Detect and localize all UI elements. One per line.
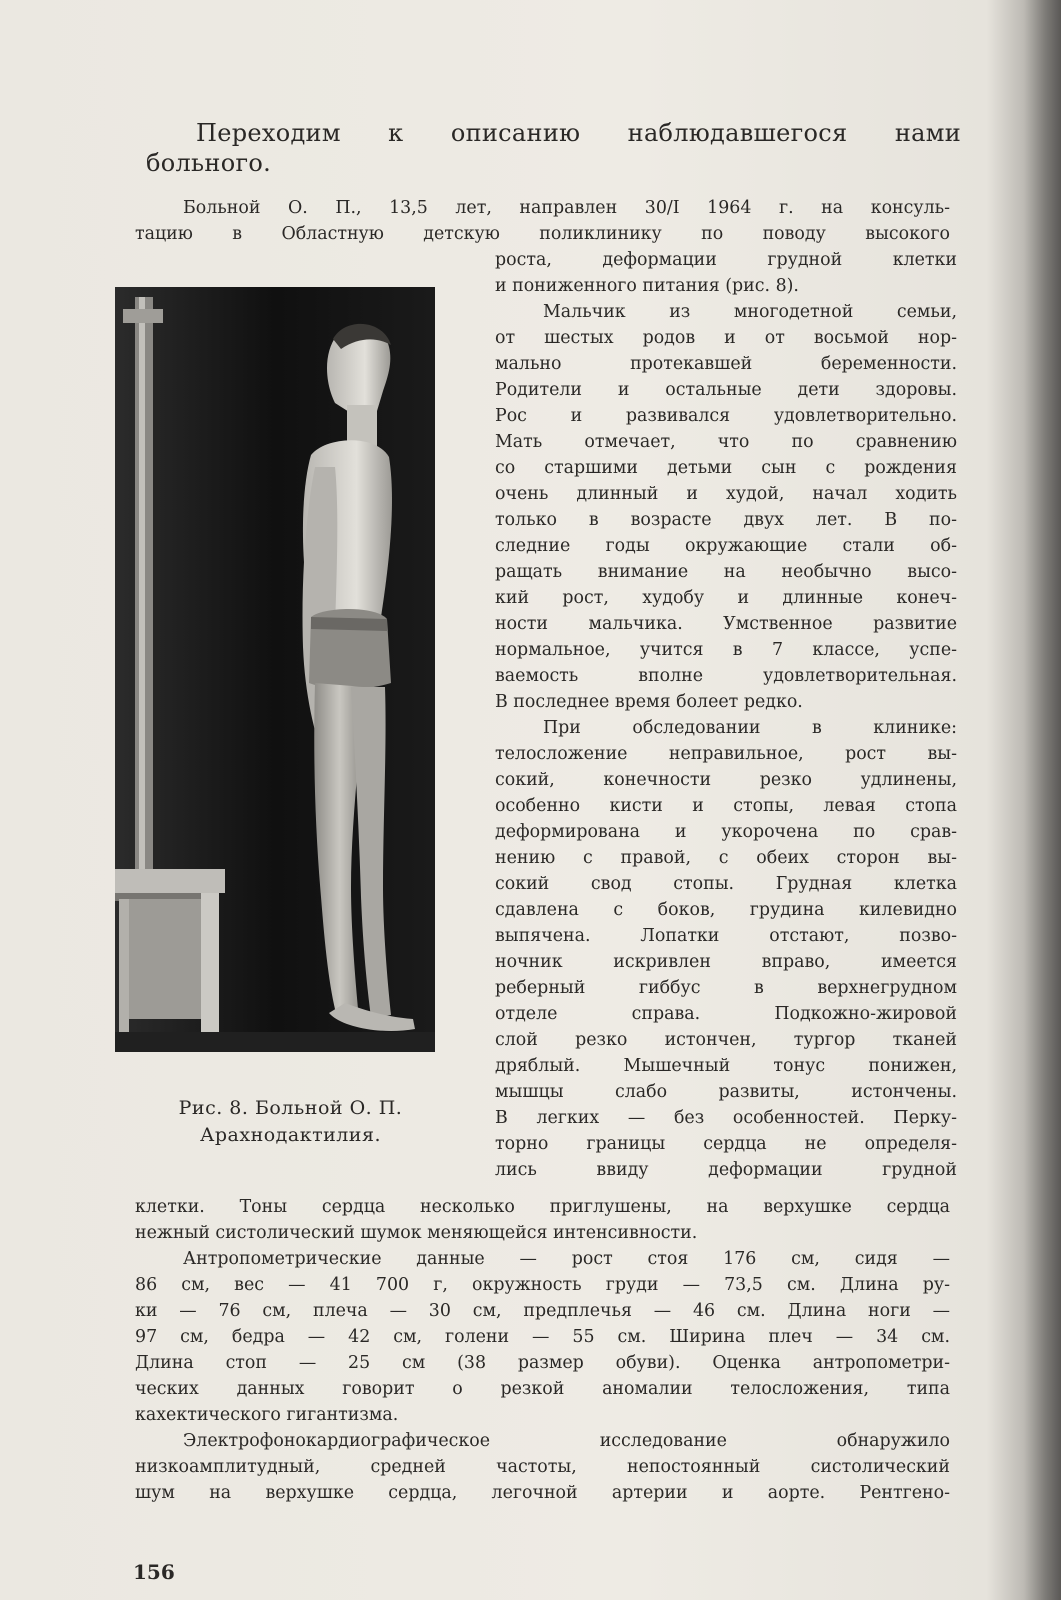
text-line: кий рост, худобу и длинные конеч- [495,588,957,608]
text-line: нормальное, учится в 7 классе, успе- [495,640,957,660]
text-line: нению с правой, с обеих сторон вы- [495,848,957,868]
text-line: тацию в Областную детскую поликлинику по поводу высокого [135,224,950,244]
text-line: шум на верхушке сердца, легочной артерии и аорте. Рентгено- [135,1483,950,1503]
patient-photograph [115,287,435,1052]
text-line: В последнее время болеет редко. [495,692,803,712]
text-line: Рос и развивался удовлетворительно. [495,406,957,426]
text-line: ночник искривлен вправо, имеется [495,952,957,972]
text-line: сокий свод стопы. Грудная клетка [495,874,957,894]
text-line: Длина стоп — 25 см (38 размер обуви). Оценка антропометри- [135,1353,950,1373]
intro-line: Переходим к описанию наблюдавшегося нами [196,119,961,147]
text-line: мально протекавшей беременности. [495,354,957,374]
caption-line: Арахнодактилия. [199,1124,382,1146]
paragraph-top [135,195,950,247]
text-line: низкоамплитудный, средней частоты, непостоянный систолический [135,1457,950,1477]
text-line: следние годы окружающие стали об- [495,536,957,556]
text-line: 97 см, бедра — 42 см, голени — 55 см. Ширина плеч — 34 см. [135,1327,950,1347]
text-line: реберный гиббус в верхнегрудном [495,978,957,998]
text-line: Мать отмечает, что по сравнению [495,432,957,452]
page-number: 156 [133,1560,175,1584]
text-line: Родители и остальные дети здоровы. [495,380,957,400]
text-line: со старшими детьми сын с рождения [495,458,957,478]
paragraph-column [495,247,957,1183]
text-line: особенно кисти и стопы, левая стопа [495,796,957,816]
text-line: роста, деформации грудной клетки [495,250,957,270]
text-line: 86 см, вес — 41 700 г, окружность груди — 73,5 см. Длина ру- [135,1275,950,1295]
text-line: и пониженного питания (рис. 8). [495,276,799,296]
text-line: телосложение неправильное, рост вы- [495,744,957,764]
text-line: мышцы слабо развиты, истончены. [495,1082,957,1102]
text-line: сокий, конечности резко удлинены, [495,770,957,790]
text-line: клетки. Тоны сердца несколько приглушены, на верхушке сердца [135,1197,950,1217]
intro-line: больного. [146,149,272,177]
text-line: Антропометрические данные — рост стоя 176 см, сидя — [183,1249,950,1269]
text-line: очень длинный и худой, начал ходить [495,484,957,504]
text-line: дряблый. Мышечный тонус понижен, [495,1056,957,1076]
text-line: от шестых родов и от восьмой нор- [495,328,957,348]
text-line: В легких — без особенностей. Перку- [495,1108,957,1128]
text-line: лись ввиду деформации грудной [495,1160,957,1180]
text-line: ваемость вполне удовлетворительная. [495,666,957,686]
text-line: Больной О. П., 13,5 лет, направлен 30/I 1964 г. на консуль- [183,198,950,218]
text-line: выпячена. Лопатки отстают, позво- [495,926,957,946]
text-line: Мальчик из многодетной семьи, [543,302,957,322]
text-line: сдавлена с боков, грудина килевидно [495,900,957,920]
text-line: только в возрасте двух лет. В по- [495,510,957,530]
text-line: ки — 76 см, плеча — 30 см, предплечья — 46 см. Длина ноги — [135,1301,950,1321]
text-line: деформирована и укорочена по срав- [495,822,957,842]
text-line: ческих данных говорит о резкой аномалии телосложения, типа [135,1379,950,1399]
text-line: При обследовании в клинике: [543,718,957,738]
text-line: нежный систолический шумок меняющейся интенсивности. [135,1223,698,1243]
text-line: ности мальчика. Умственное развитие [495,614,957,634]
text-line: кахектического гигантизма. [135,1405,399,1425]
figure-caption [133,1095,448,1149]
paragraph-bottom [135,1194,950,1506]
text-line: торно границы сердца не определя- [495,1134,957,1154]
caption-line: Рис. 8. Больной О. П. [178,1097,403,1119]
text-line: отделе справа. Подкожно-жировой [495,1004,957,1024]
intro-paragraph [146,118,961,178]
text-line: Электрофонокардиографическое исследование обнаружило [183,1431,950,1451]
text-line: слой резко истончен, тургор тканей [495,1030,957,1050]
text-line: ращать внимание на необычно высо- [495,562,957,582]
